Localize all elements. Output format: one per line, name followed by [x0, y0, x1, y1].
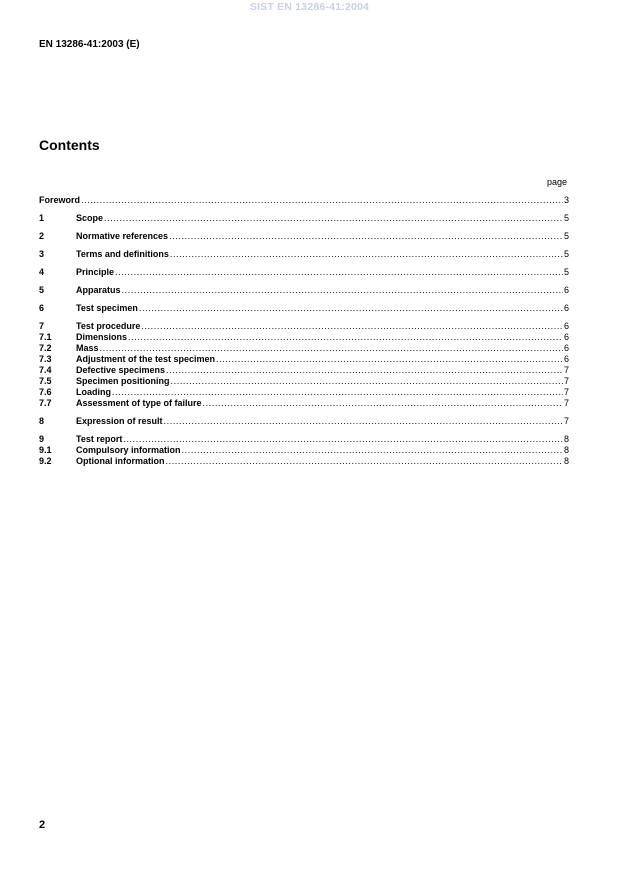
toc-title: Specimen positioning	[76, 376, 170, 386]
toc-page-number: 3	[563, 195, 569, 205]
toc-leader-dots	[203, 398, 563, 409]
toc-page-number: 6	[563, 332, 569, 342]
toc-page-number: 5	[563, 231, 569, 241]
toc-row[interactable]	[39, 354, 569, 365]
toc-page-number: 6	[563, 354, 569, 364]
document-id: EN 13286-41:2003 (E)	[39, 39, 140, 50]
toc-page-number: 8	[563, 434, 569, 444]
toc-section-number: 7.5	[39, 376, 52, 386]
toc-title: Test specimen	[76, 303, 138, 313]
page-column-label: page	[546, 177, 567, 187]
toc-row[interactable]	[39, 343, 569, 354]
toc-leader-dots	[100, 343, 563, 354]
toc-leader-dots	[122, 285, 563, 296]
toc-page-number: 8	[563, 445, 569, 455]
toc-section-number: 5	[39, 285, 45, 295]
toc-row[interactable]	[39, 456, 569, 467]
toc-leader-dots	[104, 213, 563, 224]
watermark: SIST EN 13286-41:2004	[249, 1, 370, 13]
toc-leader-dots	[166, 456, 563, 467]
toc-row[interactable]	[39, 267, 569, 278]
toc-title: Dimensions	[76, 332, 128, 342]
toc-section-number: 1	[39, 213, 45, 223]
toc-leader-dots	[81, 195, 563, 206]
toc-section-number: 7.7	[39, 398, 52, 408]
toc-section-number: 9	[39, 434, 45, 444]
toc-section-number: 4	[39, 267, 45, 277]
toc-row[interactable]	[39, 231, 569, 242]
toc-row[interactable]	[39, 398, 569, 409]
page-number: 2	[39, 819, 46, 831]
toc-page-number: 7	[563, 398, 569, 408]
toc-page-number: 7	[563, 365, 569, 375]
toc-leader-dots	[170, 249, 563, 260]
toc-page-number: 6	[563, 343, 569, 353]
toc-row[interactable]	[39, 376, 569, 387]
toc-title: Apparatus	[76, 285, 121, 295]
toc-section-number: 9.2	[39, 456, 52, 466]
toc-row[interactable]	[39, 387, 569, 398]
toc-row[interactable]	[39, 303, 569, 314]
toc-section-number: 8	[39, 416, 45, 426]
toc-title: Scope	[76, 213, 104, 223]
toc-section-number: 6	[39, 303, 45, 313]
toc-row[interactable]	[39, 332, 569, 343]
toc-row[interactable]	[39, 249, 569, 260]
toc-title: Defective specimens	[76, 365, 166, 375]
toc-section-number: 7.1	[39, 332, 52, 342]
toc-leader-dots	[112, 387, 563, 398]
toc-title: Optional information	[76, 456, 165, 466]
toc-title: Foreword	[39, 195, 81, 205]
toc-title: Compulsory information	[76, 445, 181, 455]
toc-page-number: 5	[563, 267, 569, 277]
toc-leader-dots	[166, 365, 563, 376]
toc-section-number: 2	[39, 231, 45, 241]
toc-page-number: 7	[563, 387, 569, 397]
toc-title: Adjustment of the test specimen	[76, 354, 216, 364]
toc-title: Test procedure	[76, 321, 141, 331]
toc-page-number: 6	[563, 285, 569, 295]
toc-leader-dots	[115, 267, 563, 278]
contents-heading: Contents	[39, 137, 100, 153]
toc-section-number: 7.6	[39, 387, 52, 397]
toc-title: Principle	[76, 267, 115, 277]
toc-leader-dots	[128, 332, 563, 343]
toc-section-number: 7.4	[39, 365, 52, 375]
toc-leader-dots	[171, 376, 563, 387]
toc-title: Normative references	[76, 231, 169, 241]
toc-section-number: 7	[39, 321, 45, 331]
toc-row[interactable]	[39, 434, 569, 445]
toc-page-number: 5	[563, 249, 569, 259]
toc-page-number: 6	[563, 321, 569, 331]
toc-leader-dots	[123, 434, 563, 445]
toc-leader-dots	[164, 416, 563, 427]
toc-section-number: 7.2	[39, 343, 52, 353]
toc-row[interactable]	[39, 213, 569, 224]
toc-page-number: 5	[563, 213, 569, 223]
toc-title: Terms and definitions	[76, 249, 169, 259]
toc-row[interactable]	[39, 445, 569, 456]
toc-row[interactable]	[39, 195, 569, 206]
table-of-contents	[39, 195, 569, 467]
toc-leader-dots	[139, 303, 563, 314]
toc-row[interactable]	[39, 416, 569, 427]
toc-leader-dots	[169, 231, 563, 242]
toc-leader-dots	[141, 321, 563, 332]
toc-page-number: 6	[563, 303, 569, 313]
toc-section-number: 9.1	[39, 445, 52, 455]
toc-title: Mass	[76, 343, 99, 353]
toc-page-number: 8	[563, 456, 569, 466]
toc-page-number: 7	[563, 376, 569, 386]
toc-title: Assessment of type of failure	[76, 398, 202, 408]
toc-row[interactable]	[39, 285, 569, 296]
toc-title: Loading	[76, 387, 111, 397]
toc-section-number: 7.3	[39, 354, 52, 364]
toc-title: Expression of result	[76, 416, 163, 426]
toc-leader-dots	[182, 445, 563, 456]
toc-row[interactable]	[39, 365, 569, 376]
toc-title: Test report	[76, 434, 123, 444]
toc-section-number: 3	[39, 249, 45, 259]
toc-page-number: 7	[563, 416, 569, 426]
toc-leader-dots	[216, 354, 563, 365]
toc-row[interactable]	[39, 321, 569, 332]
